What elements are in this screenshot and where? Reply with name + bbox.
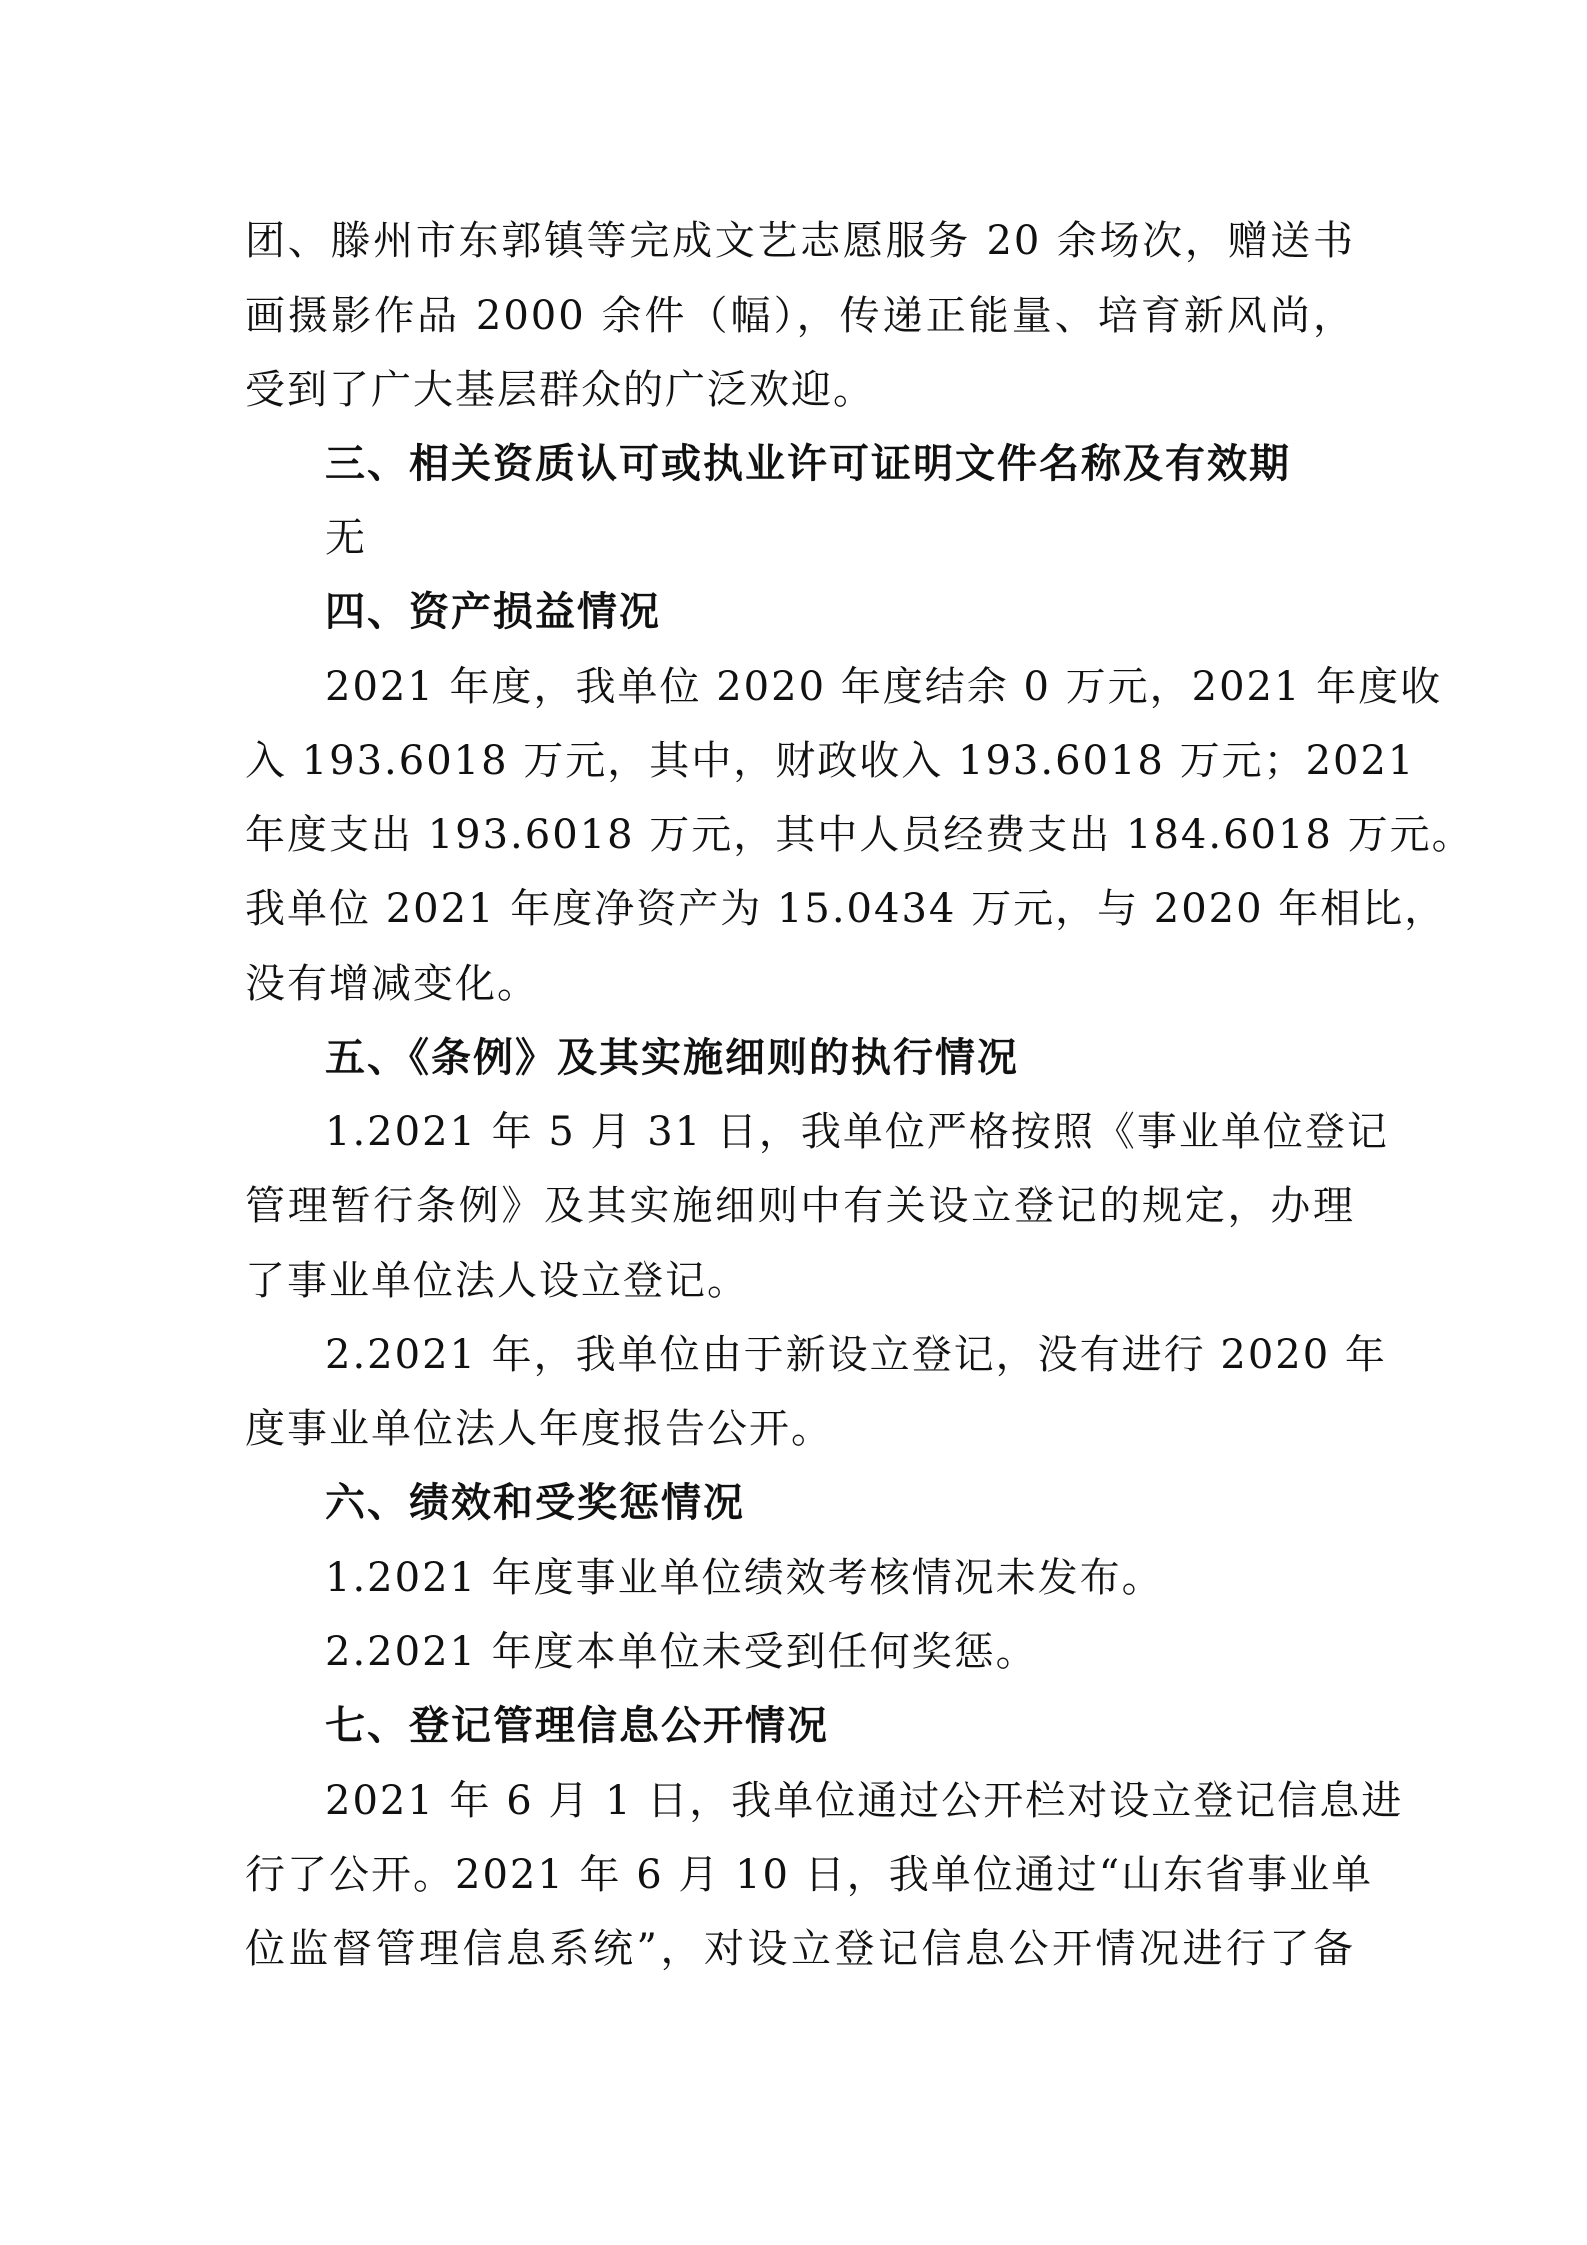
paragraph-line: 年度支出 193.6018 万元，其中人员经费支出 184.6018 万元。 [245, 812, 1474, 858]
paragraph-line: 管理暂行条例》及其实施细则中有关设立登记的规定，办理 [245, 1183, 1355, 1229]
paragraph-line: 2021 年 6 月 1 日，我单位通过公开栏对设立登记信息进 [325, 1778, 1404, 1824]
paragraph-line: 1.2021 年度事业单位绩效考核情况未发布。 [325, 1555, 1164, 1601]
paragraph-line: 画摄影作品 2000 余件（幅），传递正能量、培育新风尚， [245, 293, 1355, 339]
paragraph-line: 度事业单位法人年度报告公开。 [245, 1406, 833, 1452]
section-heading-5: 五、《条例》及其实施细则的执行情况 [325, 1035, 1019, 1081]
paragraph-line: 2021 年度，我单位 2020 年度结余 0 万元，2021 年度收 [325, 664, 1443, 710]
paragraph-line: 没有增减变化。 [245, 961, 539, 1007]
paragraph-line: 2.2021 年度本单位未受到任何奖惩。 [325, 1629, 1038, 1675]
paragraph-line: 1.2021 年 5 月 31 日，我单位严格按照《事业单位登记 [325, 1109, 1389, 1155]
paragraph-line: 入 193.6018 万元，其中，财政收入 193.6018 万元；2021 [245, 738, 1416, 784]
paragraph-line: 我单位 2021 年度净资产为 15.0434 万元，与 2020 年相比， [245, 886, 1447, 932]
paragraph-line: 行了公开。2021 年 6 月 10 日，我单位通过“山东省事业单 [245, 1852, 1374, 1898]
section-heading-4: 四、资产损益情况 [325, 589, 661, 635]
paragraph-line: 位监督管理信息系统”，对设立登记信息公开情况进行了备 [245, 1926, 1355, 1972]
paragraph-line: 受到了广大基层群众的广泛欢迎。 [245, 367, 875, 413]
section-heading-6: 六、绩效和受奖惩情况 [325, 1480, 745, 1526]
section-heading-3: 三、相关资质认可或执业许可证明文件名称及有效期 [325, 441, 1291, 487]
paragraph-line: 团、滕州市东郭镇等完成文艺志愿服务 20 余场次，赠送书 [245, 218, 1355, 264]
section-heading-7: 七、登记管理信息公开情况 [325, 1703, 829, 1749]
paragraph-line: 2.2021 年，我单位由于新设立登记，没有进行 2020 年 [325, 1332, 1387, 1378]
paragraph-line: 了事业单位法人设立登记。 [245, 1258, 749, 1304]
paragraph-line: 无 [325, 515, 367, 561]
